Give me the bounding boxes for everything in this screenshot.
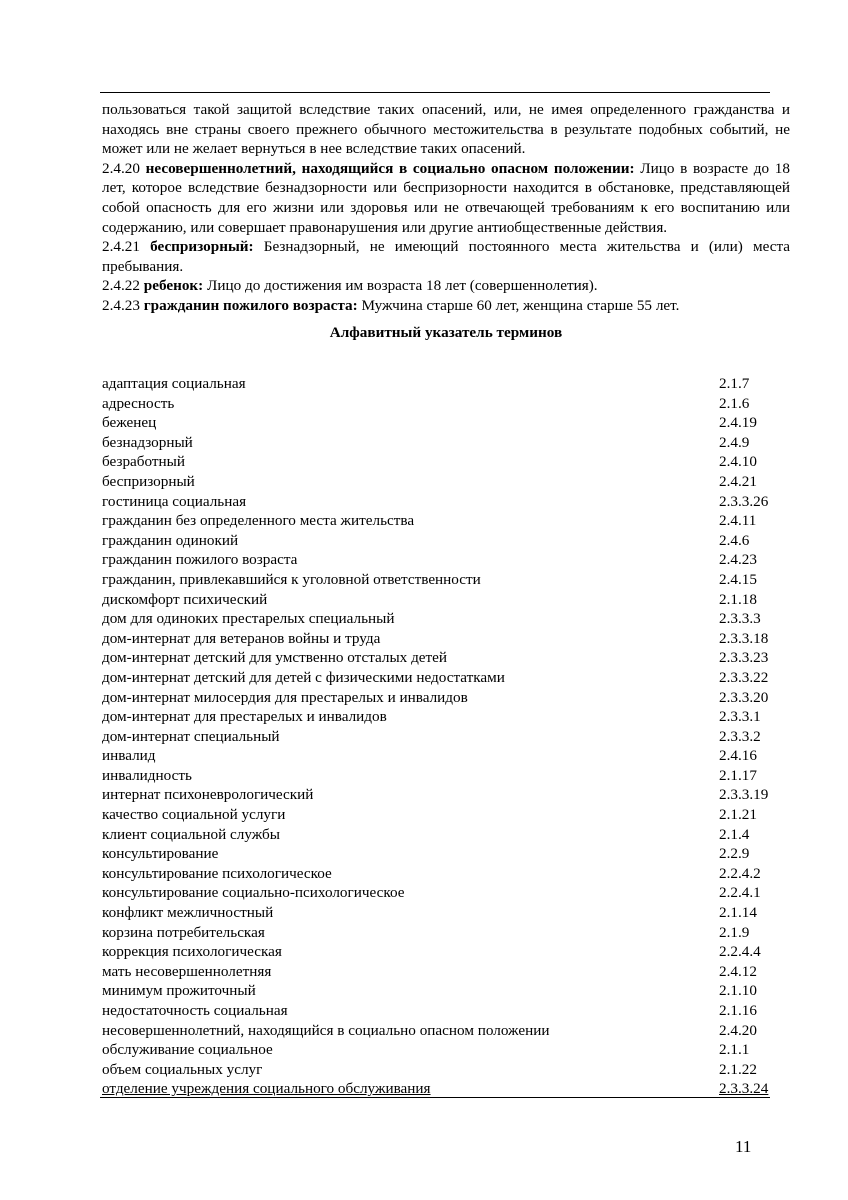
index-ref: 2.3.3.23 — [719, 649, 769, 667]
index-row — [102, 981, 790, 1001]
page-number: 11 — [735, 1137, 752, 1156]
index-row — [102, 648, 790, 668]
index-term: конфликт межличностный — [102, 904, 274, 922]
index-ref: 2.3.3.24 — [719, 1080, 769, 1098]
index-term: гражданин пожилого возраста — [102, 551, 298, 569]
index-ref: 2.4.23 — [719, 551, 757, 569]
index-ref: 2.4.9 — [719, 433, 750, 451]
index-row — [102, 746, 790, 766]
index-term: безнадзорный — [102, 433, 193, 451]
index-ref: 2.3.3.2 — [719, 727, 761, 745]
index-ref: 2.4.10 — [719, 453, 757, 471]
definition-2-4-22 — [102, 276, 790, 296]
index-ref: 2.4.12 — [719, 962, 757, 980]
index-ref: 2.1.18 — [719, 590, 757, 608]
definition-text: Мужчина старше 60 лет, женщина старше 55 лет. — [357, 296, 680, 314]
index-row — [102, 590, 790, 610]
index-term: мать несовершеннолетняя — [102, 962, 272, 980]
header-rule — [100, 92, 770, 93]
index-ref: 2.4.6 — [719, 531, 750, 549]
definition-text: Безнадзорный, не имеющий постоянного места жительства и (или) места пребывания. — [102, 238, 791, 275]
index-ref: 2.1.6 — [719, 394, 750, 412]
index-ref: 2.1.4 — [719, 825, 750, 843]
definition-text: Лицо в возрасте до 18 лет, которое вследствие безнадзорности или беспризорности находится в обстановке, представляющей собой опасность для его жизни или здоровья или не отвечающей требованиям к его воспитанию или содержанию, или совершает правонарушения или другие антиобщественные действия. — [102, 159, 790, 236]
index-ref: 2.4.16 — [719, 747, 757, 765]
index-row — [102, 550, 790, 570]
definition-number: 2.4.23 — [102, 296, 144, 314]
index-row — [102, 805, 790, 825]
index-term: дом-интернат для престарелых и инвалидов — [102, 708, 387, 726]
index-ref: 2.4.19 — [719, 414, 757, 432]
term-index — [102, 374, 790, 1099]
index-row — [102, 374, 790, 394]
index-row — [102, 923, 790, 943]
index-term: минимум прожиточный — [102, 982, 256, 1000]
index-term: дом-интернат милосердия для престарелых и инвалидов — [102, 688, 468, 706]
index-row — [102, 413, 790, 433]
index-row — [102, 766, 790, 786]
index-ref: 2.2.9 — [719, 845, 750, 863]
index-term: обслуживание социальное — [102, 1041, 273, 1059]
definition-term: беспризорный: — [150, 238, 254, 256]
index-ref: 2.1.7 — [719, 375, 750, 392]
index-row — [102, 452, 790, 472]
index-row — [102, 844, 790, 864]
index-row — [102, 903, 790, 923]
index-row — [102, 492, 790, 512]
index-title: Алфавитный указатель терминов — [329, 323, 563, 341]
index-term: недостаточность социальная — [102, 1002, 288, 1019]
index-row — [102, 531, 790, 551]
index-ref: 2.4.15 — [719, 570, 757, 588]
index-term: корзина потребительская — [102, 923, 265, 941]
index-ref: 2.1.1 — [719, 1041, 750, 1059]
index-ref: 2.1.10 — [719, 982, 757, 1000]
paragraph-continuation — [102, 100, 790, 159]
definition-2-4-20 — [102, 159, 790, 237]
index-term: дом-интернат специальный — [102, 727, 280, 745]
index-ref: 2.1.9 — [719, 923, 750, 941]
index-row — [102, 962, 790, 982]
index-ref: 2.2.4.1 — [719, 884, 761, 902]
index-row — [102, 688, 790, 708]
index-ref: 2.2.4.2 — [719, 864, 761, 882]
index-row — [102, 1001, 790, 1021]
definition-term: гражданин пожилого возраста: — [143, 296, 358, 314]
document-body — [102, 100, 790, 348]
index-row — [102, 727, 790, 747]
index-ref: 2.3.3.3 — [719, 610, 761, 628]
definition-number: 2.4.21 — [102, 238, 151, 256]
index-term: гостиница социальная — [102, 492, 247, 510]
index-term: безработный — [102, 453, 186, 471]
index-term: беженец — [102, 414, 157, 432]
index-term: дом для одиноких престарелых специальный — [102, 610, 395, 628]
definition-number: 2.4.20 — [102, 159, 146, 177]
index-row — [102, 511, 790, 531]
index-term: интернат психоневрологический — [102, 786, 314, 804]
definition-2-4-23 — [102, 296, 790, 316]
index-ref: 2.3.3.22 — [719, 668, 769, 686]
index-term: адаптация социальная — [102, 375, 246, 392]
index-row — [102, 1021, 790, 1041]
index-row — [102, 609, 790, 629]
index-ref: 2.3.3.1 — [719, 708, 761, 726]
index-ref: 2.4.11 — [719, 512, 757, 530]
index-ref: 2.3.3.18 — [719, 629, 769, 647]
index-term: гражданин, привлекавшийся к уголовной ответственности — [102, 570, 481, 588]
index-row — [102, 668, 790, 688]
index-ref: 2.1.22 — [719, 1060, 757, 1078]
definition-term: несовершеннолетний, находящийся в социально опасном положении: — [145, 159, 635, 177]
index-term: гражданин одинокий — [102, 531, 239, 549]
index-term: клиент социальной службы — [102, 825, 280, 843]
index-ref: 2.4.20 — [719, 1021, 757, 1039]
index-row — [102, 629, 790, 649]
index-term: дискомфорт психический — [102, 590, 268, 608]
index-row — [102, 707, 790, 727]
paragraph-text: пользоваться такой защитой вследствие таких опасений, или, не имея определенного гражданства и находясь вне страны своего прежнего обычного местожительства в результате подобных событий, не может или не желает вернуться в нее вследствие таких опасений. — [102, 101, 790, 158]
index-term: отделение учреждения социального обслуживания — [102, 1080, 431, 1098]
definition-text: Лицо до достижения им возраста 18 лет (совершеннолетия). — [203, 277, 598, 295]
index-term: дом-интернат для ветеранов войны и труда — [102, 629, 381, 647]
index-ref: 2.3.3.26 — [719, 492, 769, 510]
index-row — [102, 433, 790, 453]
index-row — [102, 883, 790, 903]
index-term: инвалид — [102, 747, 156, 765]
index-row — [102, 785, 790, 805]
index-ref: 2.1.17 — [719, 766, 757, 784]
index-term: дом-интернат детский для умственно отсталых детей — [102, 649, 448, 667]
index-term: несовершеннолетний, находящийся в социально опасном положении — [102, 1021, 550, 1039]
index-row — [102, 1060, 790, 1080]
index-row — [102, 394, 790, 414]
index-term: качество социальной услуги — [102, 806, 286, 824]
index-term: гражданин без определенного места жительства — [102, 512, 415, 530]
index-ref: 2.2.4.4 — [719, 943, 761, 961]
index-term: коррекция психологическая — [102, 943, 282, 961]
index-ref: 2.1.21 — [719, 806, 757, 824]
index-row — [102, 825, 790, 845]
index-ref: 2.3.3.19 — [719, 786, 769, 804]
index-term: консультирование социально-психологическое — [102, 884, 405, 902]
index-ref: 2.3.3.20 — [719, 688, 769, 706]
index-row — [102, 942, 790, 962]
definition-term: ребенок: — [143, 277, 204, 295]
index-row — [102, 1040, 790, 1060]
index-term: дом-интернат детский для детей с физическими недостатками — [102, 668, 505, 686]
index-term: инвалидность — [102, 766, 192, 784]
index-term: беспризорный — [102, 472, 195, 490]
index-ref: 2.1.14 — [719, 904, 757, 922]
index-row — [102, 570, 790, 590]
footer-rule — [100, 1097, 770, 1098]
index-ref: 2.1.16 — [719, 1002, 757, 1019]
index-ref: 2.4.21 — [719, 472, 757, 490]
index-term: объем социальных услуг — [102, 1060, 263, 1078]
definition-number: 2.4.22 — [102, 277, 144, 295]
definition-2-4-21 — [102, 237, 790, 276]
index-row — [102, 864, 790, 884]
index-row — [102, 472, 790, 492]
index-term: консультирование — [102, 845, 219, 863]
index-term: адресность — [102, 394, 175, 412]
index-term: консультирование психологическое — [102, 864, 332, 882]
